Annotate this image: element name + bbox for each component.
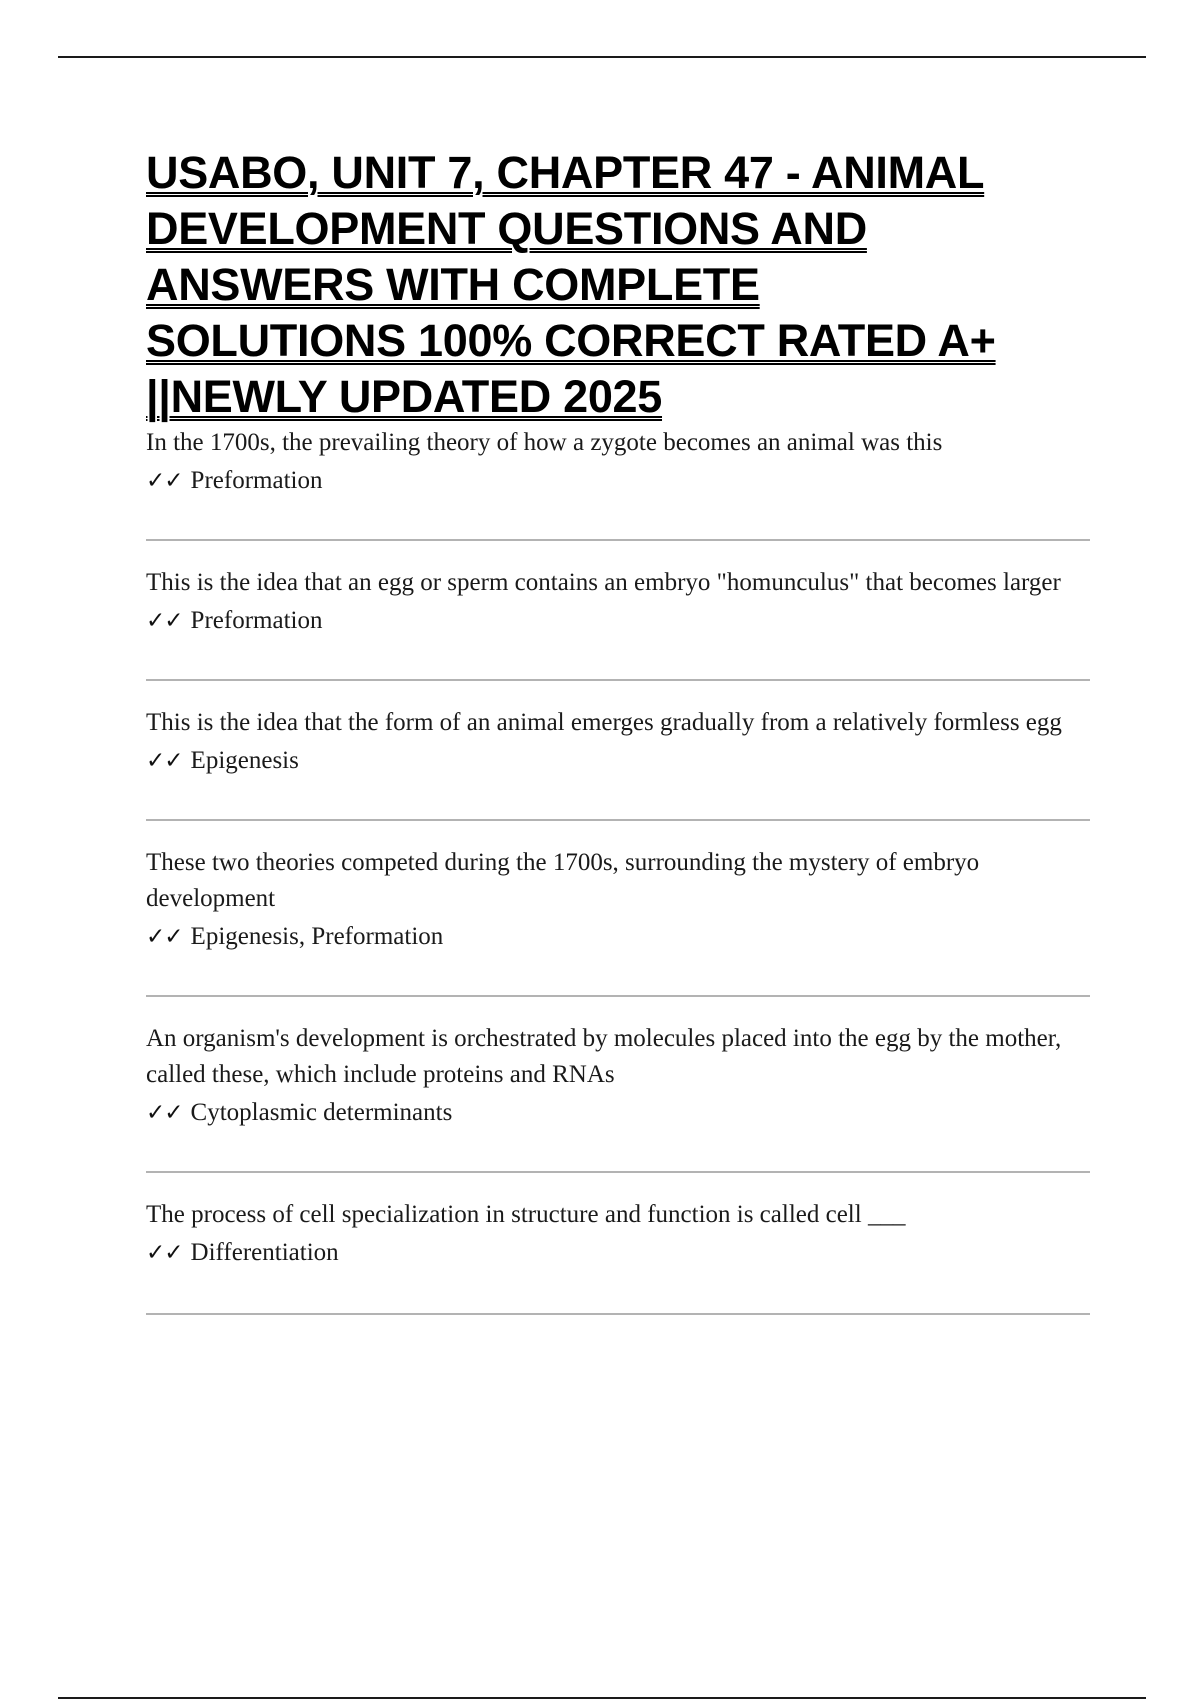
answer-text: Epigenesis xyxy=(190,747,299,774)
document-title xyxy=(146,145,1096,425)
divider xyxy=(146,995,1090,997)
divider xyxy=(146,1313,1090,1315)
answer-row xyxy=(146,603,1096,639)
divider xyxy=(146,819,1090,821)
answer-text: Preformation xyxy=(190,467,323,494)
title-line: ||NEWLY UPDATED 2025 xyxy=(146,371,663,422)
answer-row xyxy=(146,1235,1096,1271)
qa-item xyxy=(146,1021,1096,1131)
answer-text: Preformation xyxy=(190,607,323,634)
double-check-icon: ✓✓ xyxy=(146,924,183,950)
question-text: This is the idea that an egg or sperm contains an embryo "homunculus" that becomes larger xyxy=(146,569,1061,596)
top-rule xyxy=(58,56,1146,58)
question-text: These two theories competed during the 1700s, surrounding the mystery of embryo development xyxy=(146,849,980,912)
question-text: This is the idea that the form of an animal emerges gradually from a relatively formless egg xyxy=(146,709,1062,736)
question-text: In the 1700s, the prevailing theory of how a zygote becomes an animal was this xyxy=(146,429,943,456)
answer-row xyxy=(146,463,1096,499)
title-line: DEVELOPMENT QUESTIONS AND xyxy=(146,203,867,254)
answer-text: Cytoplasmic determinants xyxy=(190,1099,453,1126)
title-line: ANSWERS WITH COMPLETE xyxy=(146,259,760,310)
answer-text: Differentiation xyxy=(190,1239,339,1266)
question-text: An organism's development is orchestrated by molecules placed into the egg by the mother, called these, which include proteins and RNAs xyxy=(146,1025,1062,1088)
divider xyxy=(146,539,1090,541)
question-text: The process of cell specialization in structure and function is called cell ___ xyxy=(146,1201,906,1228)
document-body xyxy=(146,145,1096,1315)
title-line: USABO, UNIT 7, CHAPTER 47 - ANIMAL xyxy=(146,147,985,198)
qa-item xyxy=(146,565,1096,639)
qa-item xyxy=(146,705,1096,779)
title-line: SOLUTIONS 100% CORRECT RATED A+ xyxy=(146,315,996,366)
double-check-icon: ✓✓ xyxy=(146,748,183,774)
divider xyxy=(146,679,1090,681)
qa-item xyxy=(146,1197,1096,1271)
divider xyxy=(146,1171,1090,1173)
answer-text: Epigenesis, Preformation xyxy=(190,923,444,950)
answer-row xyxy=(146,743,1096,779)
double-check-icon: ✓✓ xyxy=(146,468,183,494)
bottom-rule xyxy=(58,1697,1146,1699)
answer-row xyxy=(146,919,1096,955)
double-check-icon: ✓✓ xyxy=(146,1100,183,1126)
answer-row xyxy=(146,1095,1096,1131)
qa-item xyxy=(146,425,1096,499)
double-check-icon: ✓✓ xyxy=(146,1240,183,1266)
double-check-icon: ✓✓ xyxy=(146,608,183,634)
qa-item xyxy=(146,845,1096,955)
